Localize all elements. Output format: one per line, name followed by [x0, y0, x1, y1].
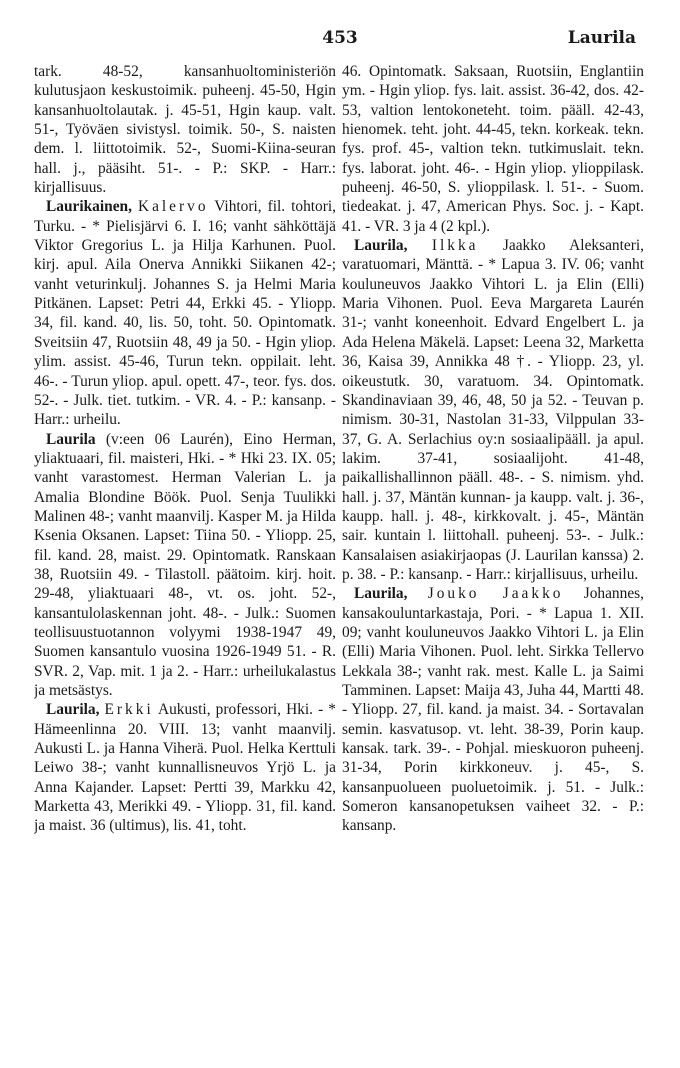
entry-text: Jaakko Aleksanteri, varatuomari, Mänttä. - * Lapua 3. IV. 06; vanht kouluneuvos Jaakko Vihtori L. ja Elin (Elli) Maria Vihonen. Puol. Eeva Margareta Laurén 31-; vanht koneenhoit. Edvard Engelbert L. ja Ada Helena Mäkelä. Lapset: Leena 32, Marketta 36, Kaisa 39, Annikka 48 †. - Yliopp. 23, yl. oikeustutk. 30, varatuom. 34. Opintomatk. Skandinaviaan 39, 46, 48, 50 ja 52. - Teuvan p. nimism. 30-31, Nastolan 31-33, Vilppulan 33-37, G. A. Serlachius oy:n sosiaalipääll. ja apul. lakim. 37-41, sosiaalijoht. 41-48, paikallishallinnon pääll. 48-. - S. nimism. yhd. hall. j. 37, Mäntän kunnan- ja kaupp. valt. j. 36-, kaupp. hall. j. 48-, kirkkovalt. j. 45-, Mäntän sair. kuntain l. liittohall. puheenj. 53-. - Julk.: Kansalaisen asiakirjaopas (J. Laurilan kanssa) 2. p. 38. - P.: kansanp. - Harr.: kirjallisuus, urheilu.: [342, 237, 644, 583]
page-number: 453: [322, 28, 358, 48]
entry-text: tark. 48-52, kansanhuoltoministeriön kulutusjaon keskustoimik. puheenj. 45-50, Hgin kansanhuoltolautak. j. 45-51, Hgin kaup. valt. 51-, Työväen sivistysl. toimik. 50-, S. naisten dem. l. liittotoimik. 52-, Suomi-Kiina-seuran hall. j., pääsiht. 51-. - P.: SKP. - Harr.: kirjallisuus.: [34, 63, 336, 197]
entry-surname: Laurila: [46, 430, 96, 448]
entry-text: (v:een 06 Laurén), Eino Herman, yliaktuaari, fil. maisteri, Hki. - * Hki 23. IX. 05; vanht varastomest. Herman Valerian L. ja Amalia Blondine Böök. Puol. Senja Tuulikki Malinen 48-; vanht maanvilj. Kasper M. ja Hilda Ksenia Oksanen. Lapset: Tiina 50. - Yliopp. 25, fil. kand. 28, maist. 29. Opintomatk. Ranskaan 38, Ruotsiin 49. - Tilastoll. päätoim. kirj. hoit. 29-48, yliaktuaari 48-, vt. os. joht. 52-, kansantulolaskennan joht. 48-. - Julk.: Suomen teollisuustuotannon volyymi 1938-1947 49, Suomen kansantulo vuosina 1926-1949 51. - R. SVR. 2, Vap. mit. 1 ja 2. - Harr.: urheilukalastus ja metsästys.: [34, 430, 336, 699]
entry-surname: Laurila,: [354, 237, 408, 255]
entry-surname: Laurila,: [354, 585, 408, 603]
entry-given-name: Erkki: [104, 701, 154, 719]
entry-surname: Laurila,: [46, 701, 100, 719]
entry-laurikainen-kalervo: [34, 197, 336, 429]
running-head: Laurila: [567, 28, 636, 48]
entry-laurila-eino: [34, 430, 336, 701]
entry-given-name: Kalervo: [137, 198, 209, 216]
entry-text: Vihtori, fil. tohtori, Turku. - * Pielisjärvi 6. I. 16; vanht sähköttäjä Viktor Gregorius L. ja Hilja Karhunen. Puol. kirj. apul. Aila Onerva Annikki Siikanen 42-; vanht veturinkulj. Johannes S. ja Helmi Maria Pitkänen. Lapset: Petri 44, Erkki 45. - Yliopp. 34, fil. kand. 40, lis. 50, toht. 50. Opintomatk. Sveitsiin 47, Ruotsiin 48, 49 ja 50. - Hgin yliop. ylim. assist. 45-46, Turun tekn. oppilait. leht. 46-. - Turun yliop. apul. opett. 47-, teor. fys. dos. 52-. - Julk. tiet. tutkim. - VR. 4. - P.: kansanp. - Harr.: urheilu.: [34, 198, 336, 429]
entry-laurila-jouko: [342, 584, 644, 835]
entry-laurila-erkki: [34, 700, 336, 835]
entry-continuation: [342, 62, 644, 236]
entry-given-name: Ilkka: [431, 237, 479, 255]
left-column: [34, 62, 336, 1062]
right-column: [342, 62, 644, 1062]
entry-text: 46. Opintomatk. Saksaan, Ruotsiin, Englantiin ym. - Hgin yliop. fys. lait. assist. 36-42, dos. 42-53, valtion lentokoneteht. toim. pääll. 42-43, hienomek. teht. joht. 44-45, tekn. korkeak. tekn. fys. prof. 45-, valtion tekn. tutkimuslait. tekn. fys. laborat. joht. 46-. - Hgin yliop. ylioppilask. puheenj. 46-50, S. ylioppilask. l. 51-. - Suom. tiedeakat. j. 47, American Phys. Soc. j. - Kapt. 41. - VR. 3 ja 4 (2 kpl.).: [342, 63, 644, 235]
entry-text: Johannes, kansakouluntarkastaja, Pori. - * Lapua 1. XII. 09; vanht kouluneuvos Jaakko Vihtori L. ja Elin (Elli) Maria Vihonen. Puol. leht. Sirkka Tellervo Lekkala 38-; vanht rak. mest. Kalle L. ja Saimi Tamminen. Lapset: Maija 43, Juha 44, Martti 48. - Yliopp. 27, fil. kand. ja maist. 34. - Sortavalan semin. kasvatusop. vt. leht. 38-39, Porin kaup. kansak. tark. 39-. - Pohjal. mieskuoron puheenj. 31-34, Porin kirkkoneuv. j. 45-, S. kansanpuolueen puoluetoimik. j. 51. - Julk.: Someron kansanopetuksen vaiheet 32. - P.: kansanp.: [342, 585, 644, 835]
entry-continuation: [34, 62, 336, 197]
entry-laurila-ilkka: [342, 236, 644, 584]
entry-text: Aukusti, professori, Hki. - * Hämeenlinna 20. VIII. 13; vanht maanvilj. Aukusti L. ja Hanna Viherä. Puol. Helka Kerttuli Leiwo 38-; vanht kunnallisneuvos Yrjö L. ja Anna Kajander. Lapset: Pertti 39, Markku 42, Marketta 43, Merikki 49. - Yliopp. 31, fil. kand. ja maist. 36 (ultimus), lis. 41, toht.: [34, 701, 336, 835]
entry-surname: Laurikainen,: [46, 198, 132, 216]
entry-given-name: Jouko Jaakko: [427, 585, 564, 603]
